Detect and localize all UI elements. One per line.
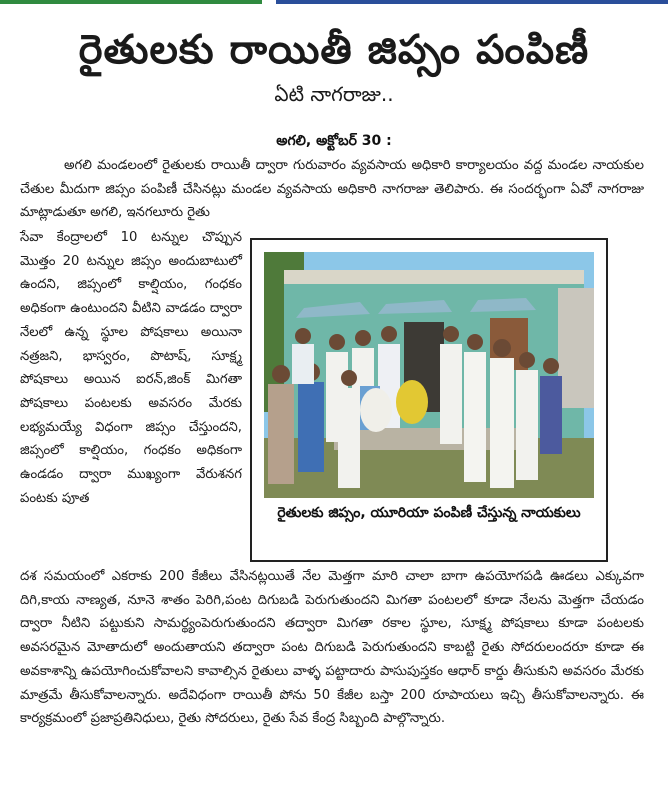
photo-urea-bag [396, 380, 428, 424]
article-paragraph-left-column: సేవా కేంద్రాలలో 10 టన్నుల చొప్పున మొత్తం 20 టన్నుల జిప్సం అందుబాటులో ఉందని, జిప్సంలో కాల్షియం, గంధకం అధికంగా ఉంటుందని వీటిని వాడడం ద్వారా నేలలో ఉన్న స్థూల పోషకాలు అయినా నత్రజని, భాస్వరం, పొటాష్, సూక్ష్మ పోషకాలు అయిన ఐరన్,జింక్ మిగతా పోషకాలు పంటలకు అవసరం మేరకు లభ్యమయ్యే విధంగా జిప్సం చేస్తుందని, జిప్సంలో కాల్షియం, గంధకం అధికంగా ఉండడం ద్వారా ముఖ్యంగా వేరుశనగ పంటకు పూత [20, 230, 242, 506]
news-photo [264, 252, 594, 498]
photo-shutter [558, 288, 594, 408]
news-photo-frame [250, 238, 608, 562]
photo-sunshade-3 [470, 298, 536, 312]
article-byline: ఏటి నాగరాజు.. [274, 82, 394, 106]
article-paragraph-top: అగలి మండలంలో రైతులకు రాయితీ ద్వారా గురువారం వ్యవసాయ అధికారి కార్యాలయం వద్ద మండల నాయకుల చేతుల మీదుగా జిప్సం పంపిణీ చేసినట్లు మండల వ్యవసాయ అధికారి నాగరాజు తెలిపారు. ఈ సందర్భంగా ఏవో నాగరాజు మాట్లాడుతూ అగలి, ఇనగలూరు రైతు [20, 158, 644, 221]
photo-caption: రైతులకు జిప్సం, యూరియా పంపిణీ చేస్తున్న నాయకులు [277, 505, 581, 521]
top-bar-blue-segment [276, 0, 668, 4]
article-headline: రైతులకు రాయితీ జిప్సం పంపిణీ [78, 27, 590, 73]
photo-building-parapet [284, 270, 584, 284]
top-color-bar [0, 0, 668, 4]
article-dateline: అగలి, అక్టోబర్ 30 : [276, 133, 392, 149]
article-paragraph-bottom: దశ సమయంలో ఎకరాకు 200 కేజీలు వేసినట్లయితే నేల మెత్తగా మారి చాలా బాగా ఉపయోగపడి ఊడలు ఎక్కువగా దిగి,కాయ నాణ్యత, నూనె శాతం పెరిగి,పంట దిగుబడి పెరుగుతుందని మిగతా పంటలలో కూడా నేలను మెత్తగా చేయడం ద్వారా నీటిని పట్టుకుని సామర్థ్యంపెరుగుతుందని తద్వారా మిగతా రకాల స్థూల, సూక్ష్మ పోషకాలు కూడా పంటలకు అవసరమైన మోతాదులో అందుతాయని తద్వారా పంట దిగుబడి పెరుగుతుందని కాబట్టి రైతు సోదరులందరూ కూడా ఈ అవకాశాన్ని ఉపయోగించుకోవాలని కావాల్సిన రైతులు వాళ్ళ పట్టాదారు పాసుపుస్తకం ఆధార్ కార్డు తీసుకుని అవసరం మేరకు మాత్రమే తీసుకోవాలన్నారు. అదేవిధంగా రాయితీ పోను 50 కేజీల బస్తా 200 రూపాయలు ఇచ్చి తీసుకోవాలన్నారు. ఈ కార్యక్రమంలో ప్రజాప్రతినిధులు, రైతు సోదరులు, రైతు సేవ కేంద్ర సిబ్బంది పాల్గొన్నారు. [20, 569, 644, 727]
photo-gypsum-bag [360, 388, 392, 432]
top-bar-green-segment [0, 0, 262, 4]
